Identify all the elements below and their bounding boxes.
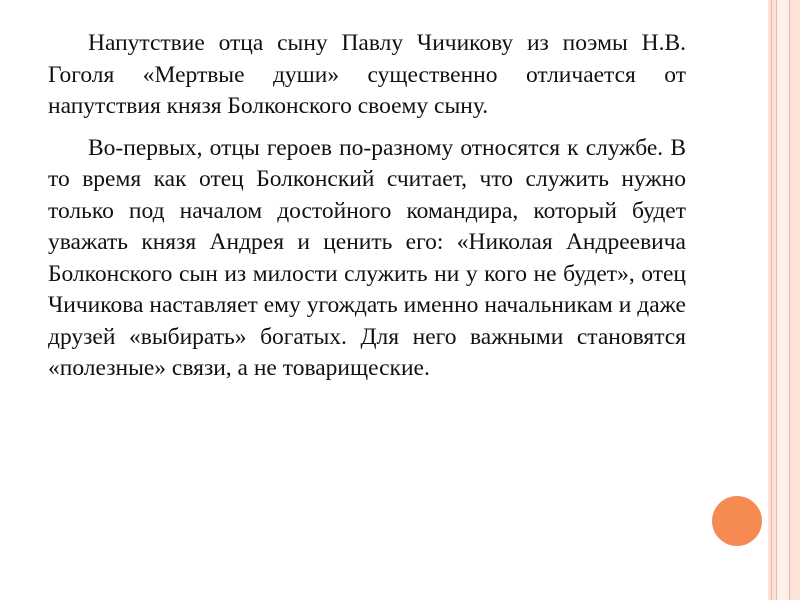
decorative-accent-circle	[712, 496, 762, 546]
paragraph-first-point: Во-первых, отцы героев по-разному относятся к службе. В то время как отец Болконский считает, что служить нужно только под началом достойного командира, который будет уважать князя Андрея и ценить его: «Николая Андреевича Болконского сын из милости служить ни у кого не будет», отец Чичикова наставляет ему угождать именно начальникам и даже друзей «выбирать» богатых. Для него важными становятся «полезные» связи, а не товарищеские.	[48, 134, 686, 381]
slide-body-text	[48, 28, 686, 395]
decorative-side-band-inner	[777, 0, 789, 600]
decorative-band-line	[771, 0, 772, 600]
decorative-band-line	[789, 0, 790, 600]
paragraph-intro: Напутствие отца сыну Павлу Чичикову из поэмы Н.В. Гоголя «Мертвые души» существенно отличается от напутствия князя Болконского своему сыну.	[48, 30, 686, 119]
decorative-band-line	[776, 0, 777, 600]
